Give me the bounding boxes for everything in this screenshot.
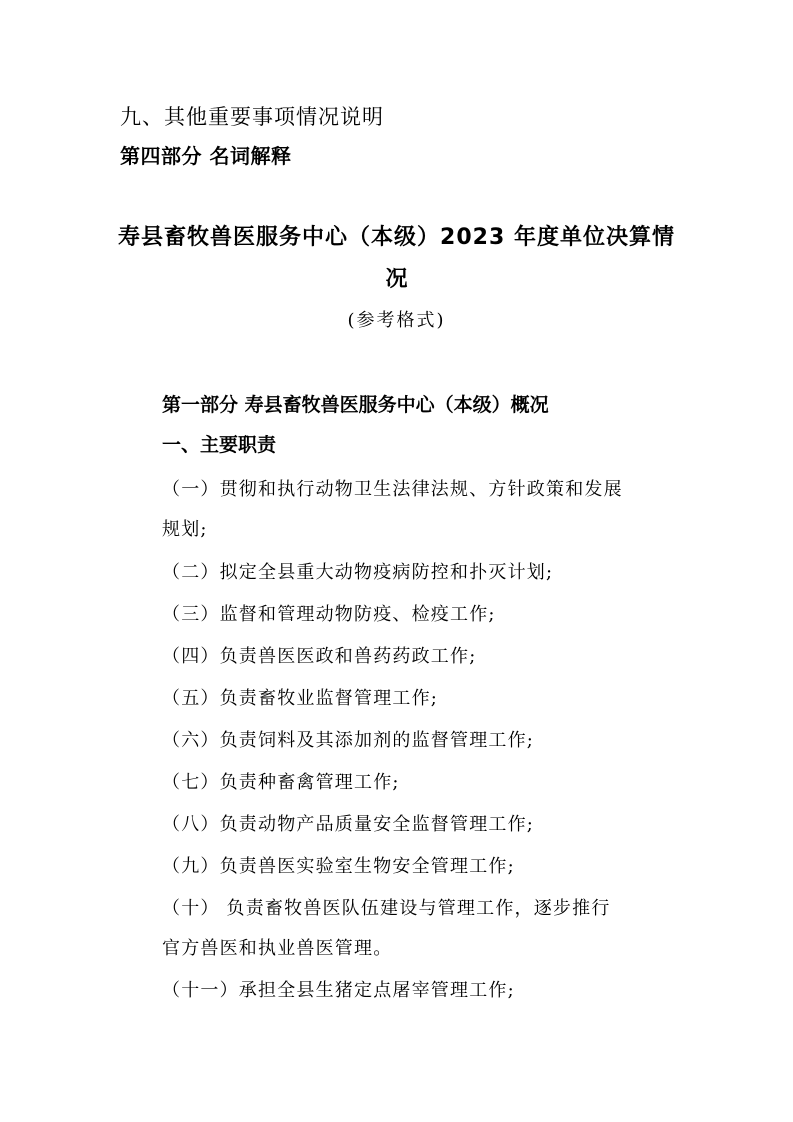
report-title-line2: 况 [385,267,408,292]
section-heading-part-four: 第四部分 名词解释 [120,144,292,168]
duty-item-11: （十一）承担全县生猪定点屠宰管理工作; [162,980,515,1001]
report-title-line1: 寿县畜牧兽医服务中心（本级）2023 年度单位决算情 [118,225,675,250]
part-one-heading: 第一部分 寿县畜牧兽医服务中心（本级）概况 [162,394,549,416]
duty-item-5: （五）负责畜牧业监督管理工作; [162,688,439,709]
duty-item-2: （二）拟定全县重大动物疫病防控和扑灭计划; [162,562,554,583]
duty-item-1: （一）贯彻和执行动物卫生法律法规、方针政策和发展 [162,479,623,500]
section-heading-item-nine: 九、其他重要事项情况说明 [120,105,384,129]
duty-item-6: （六）负责饲料及其添加剂的监督管理工作; [162,730,535,751]
duty-item-10-continuation: 官方兽医和执业兽医管理。 [162,938,393,959]
report-subtitle: (参考格式) [347,310,446,331]
duty-item-3: （三）监督和管理动物防疫、检疫工作; [162,604,496,625]
duties-heading: 一、主要职责 [162,434,277,456]
duty-item-4: （四）负责兽医医政和兽药药政工作; [162,646,477,667]
duty-item-7: （七）负责种畜禽管理工作; [162,772,400,793]
duty-item-8: （八）负责动物产品质量安全监督管理工作; [162,814,535,835]
duty-item-1-continuation: 规划; [162,519,208,540]
duty-item-10: （十） 负责畜牧兽医队伍建设与管理工作，逐步推行 [162,898,611,919]
duty-item-9: （九）负责兽医实验室生物安全管理工作; [162,856,515,877]
